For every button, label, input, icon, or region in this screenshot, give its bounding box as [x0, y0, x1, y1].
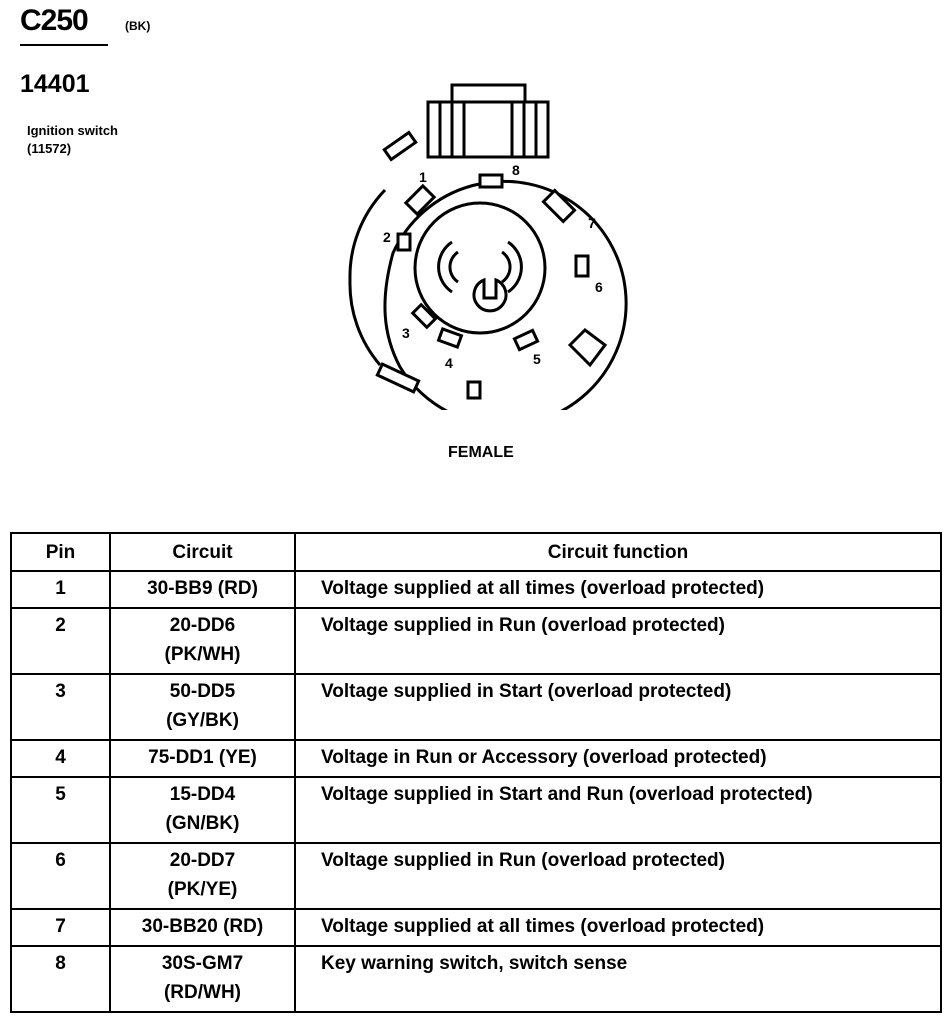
- circuit-cell: [110, 777, 295, 843]
- pin-cell: 2: [11, 608, 110, 674]
- component-number: (11572): [27, 141, 72, 156]
- circuit-line: 30S-GM7: [161, 953, 244, 974]
- circuit-line-2: (GY/BK): [166, 710, 239, 731]
- circuit-line: 20-DD7: [169, 850, 236, 871]
- circuit-line: 30-BB20 (RD): [141, 916, 264, 937]
- circuit-line: 75-DD1 (YE): [148, 747, 257, 768]
- pin-cell: 4: [11, 740, 110, 777]
- pin-label-4: 4: [445, 355, 453, 371]
- component-name: [27, 122, 118, 158]
- pin-label-5: 5: [533, 351, 541, 367]
- connector-inner-ring: [415, 203, 545, 333]
- circuit-line-2: (PK/WH): [164, 644, 241, 665]
- pin-label-3: 3: [402, 325, 410, 341]
- header-pin: Pin: [11, 533, 110, 571]
- wire-harness: [428, 85, 548, 157]
- pin-label-8: 8: [512, 162, 520, 178]
- circuit-line-2: (RD/WH): [163, 982, 242, 1003]
- function-cell: Voltage supplied in Start and Run (overload protected): [295, 777, 941, 843]
- pin-label-7: 7: [588, 215, 596, 231]
- function-cell: Voltage supplied in Start (overload protected): [295, 674, 941, 740]
- circuit-cell: [110, 740, 295, 777]
- function-cell: Voltage in Run or Accessory (overload protected): [295, 740, 941, 777]
- circuit-line-2: (PK/YE): [167, 879, 238, 900]
- connector-color: (BK): [125, 19, 151, 33]
- function-cell: Key warning switch, switch sense: [295, 946, 941, 1012]
- circuit-line: 50-DD5: [169, 681, 236, 702]
- circuit-cell: [110, 946, 295, 1012]
- pin-label-6: 6: [595, 279, 603, 295]
- part-number: 14401: [20, 70, 90, 98]
- table-row: [11, 946, 941, 1012]
- function-cell: Voltage supplied at all times (overload protected): [295, 909, 941, 946]
- pin-table-header: [11, 533, 941, 571]
- table-row: [11, 740, 941, 777]
- circuit-line: 30-BB9 (RD): [147, 578, 258, 599]
- circuit-line: 15-DD4: [169, 784, 236, 805]
- circuit-cell: [110, 608, 295, 674]
- connector-face-diagram: [330, 80, 630, 410]
- table-row: [11, 674, 941, 740]
- pin-table: [10, 532, 942, 1013]
- table-row: [11, 608, 941, 674]
- circuit-cell: [110, 909, 295, 946]
- circuit-line: 20-DD6: [169, 615, 236, 636]
- table-row: [11, 843, 941, 909]
- cavity-6: [576, 256, 588, 276]
- component-label: Ignition switch: [27, 123, 118, 138]
- circuit-cell: [110, 571, 295, 608]
- connector-id-underline: [20, 44, 108, 46]
- circuit-cell: [110, 843, 295, 909]
- header-circuit: Circuit: [110, 533, 295, 571]
- table-row: [11, 571, 941, 608]
- connector-id: C250: [20, 4, 88, 37]
- pin-cell: 1: [11, 571, 110, 608]
- pin-cell: 8: [11, 946, 110, 1012]
- pin-cell: 5: [11, 777, 110, 843]
- pin-cell: 7: [11, 909, 110, 946]
- table-row: [11, 909, 941, 946]
- function-cell: Voltage supplied in Run (overload protected): [295, 608, 941, 674]
- function-cell: Voltage supplied at all times (overload protected): [295, 571, 941, 608]
- connector-gender-label: FEMALE: [448, 444, 514, 461]
- pin-cell: 6: [11, 843, 110, 909]
- cavity-2: [398, 234, 410, 250]
- circuit-line-2: (GN/BK): [165, 813, 240, 834]
- circuit-cell: [110, 674, 295, 740]
- table-row: [11, 777, 941, 843]
- pin-label-2: 2: [383, 229, 391, 245]
- header-function: Circuit function: [295, 533, 941, 571]
- pin-label-1: 1: [419, 169, 427, 185]
- function-cell: Voltage supplied in Run (overload protected): [295, 843, 941, 909]
- pin-cell: 3: [11, 674, 110, 740]
- cavity-8: [480, 175, 502, 187]
